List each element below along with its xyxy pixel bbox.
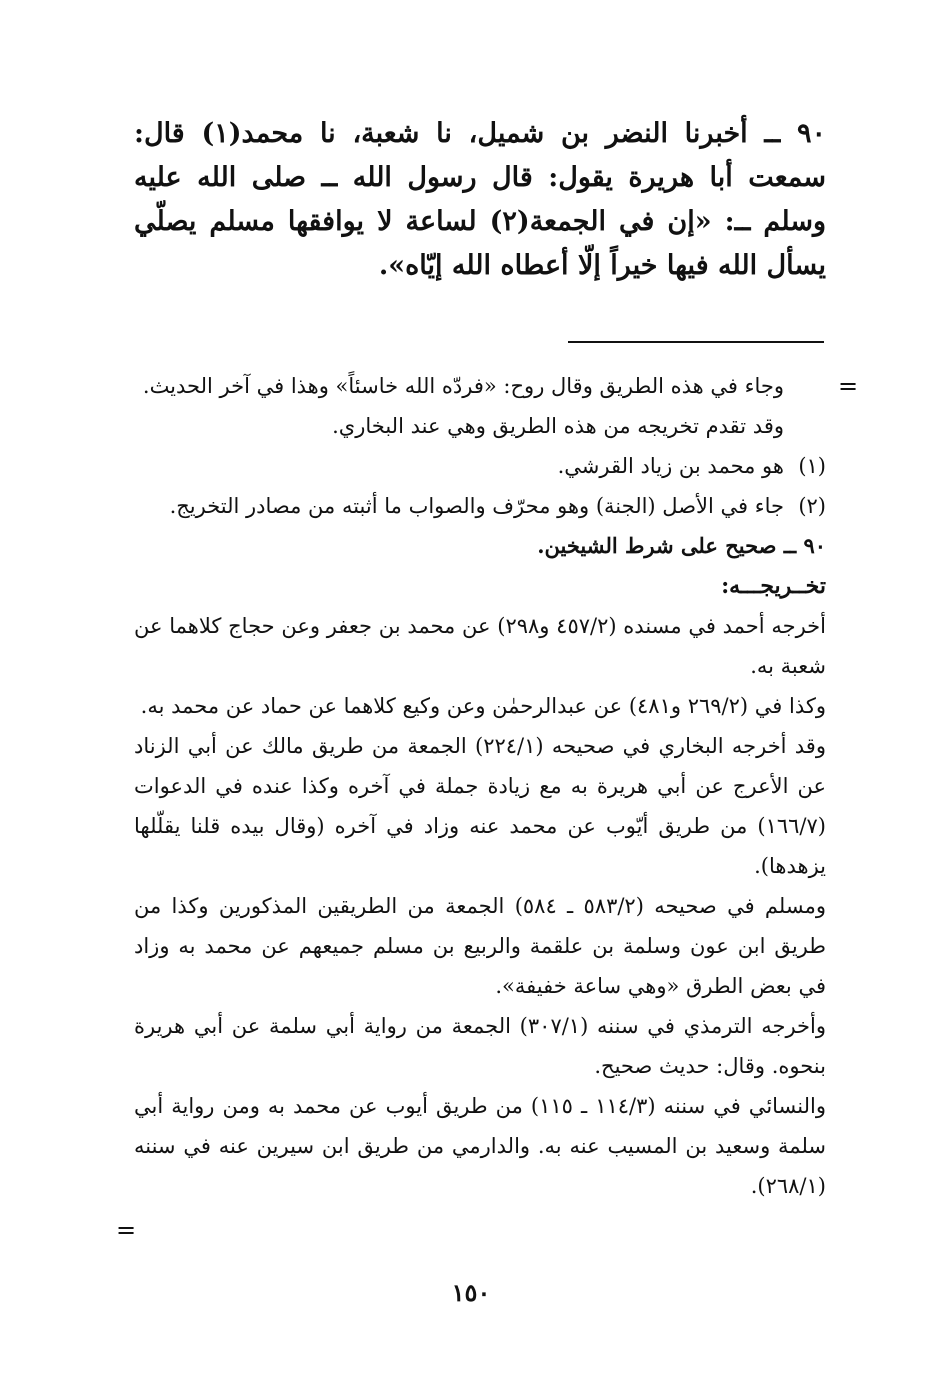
takhrij-heading: تخــريجـــه: [721,573,826,599]
footnote-number: (٢) [798,494,826,518]
hadith-text: ٩٠ ــ أخبرنا النضر بن شميل، نا شعبة، نا محمد(١) قال: سمعت أبا هريرة يقول: قال رسول الله ــ صلى الله عليه وسلم ــ: «إن في الجمعة(٢) لساعة لا يوافقها مسلم يصلّي يسأل الله فيها خيراً إلّا أعطاه الله إيّاه». [134,118,826,281]
takhrij-paragraph: ومسلم في صحيحه (٥٨٣/٢ ـ ٥٨٤) الجمعة من الطريقين المذكورين وكذا من طريق ابن عون وسلمة بن علقمة والربيع بن مسلم جميعهم عن محمد به وزاد في بعض الطرق «وهي ساعة خفيفة». [134,894,826,998]
takhrij-paragraph: أخرجه أحمد في مسنده (٤٥٧/٢ و٢٩٨) عن محمد بن جعفر وعن حجاج كلاهما عن شعبة به. [134,614,826,678]
footnote-separator [568,341,824,343]
footnote-text: جاء في الأصل (الجنة) وهو محرّف والصواب ما أثبته من مصادر التخريج. [169,494,784,518]
takhrij-paragraph: والنسائي في سننه (١١٤/٣ ـ ١١٥) من طريق أيوب عن محمد به ومن رواية أبي سلمة وسعيد بن المسيب عنه به. والدارمي من طريق ابن سيرين عنه في سننه (٢٦٨/١). [134,1094,827,1198]
takhrij-paragraph: وكذا في (٢٦٩/٢ و٤٨١) عن عبدالرحمٰن وعن وكيع كلاهما عن حماد عن محمد به. [140,694,826,718]
takhrij-paragraph: وقد أخرجه البخاري في صحيحه (٢٢٤/١) الجمعة من طريق مالك عن أبي الزناد عن الأعرج عن أبي هريرة به مع زيادة جملة في آخره وكذا عنده في الدعوات (١٦٦/٧) من طريق أيّوب عن محمد عنه وزاد في آخره (وقال بيده قلنا يقلّلها يزهدها). [134,734,826,878]
page-number: ١٥٠ [451,1278,491,1307]
footnote-1 [134,446,826,486]
footnote-2 [134,486,826,526]
footnotes [134,366,826,1206]
footnote-continued-line: وقد تقدم تخريجه من هذه الطريق وهي عند البخاري. [332,414,784,438]
continuation-mark-bottom: = [116,1216,137,1244]
continuation-mark-top: = [838,372,859,400]
footnote-continued-line: وجاء في هذه الطريق وقال روح: «فردّه الله خاسئاً» وهذا في آخر الحديث. [142,374,784,398]
hadith-grade: ٩٠ ــ صحيح على شرط الشيخين. [537,533,826,558]
footnote-number: (١) [798,454,826,478]
takhrij-paragraph: وأخرجه الترمذي في سننه (٣٠٧/١) الجمعة من رواية أبي سلمة عن أبي هريرة بنحوه. وقال: حديث صحيح. [134,1014,826,1078]
footnote-text: هو محمد بن زياد القرشي. [557,454,784,478]
